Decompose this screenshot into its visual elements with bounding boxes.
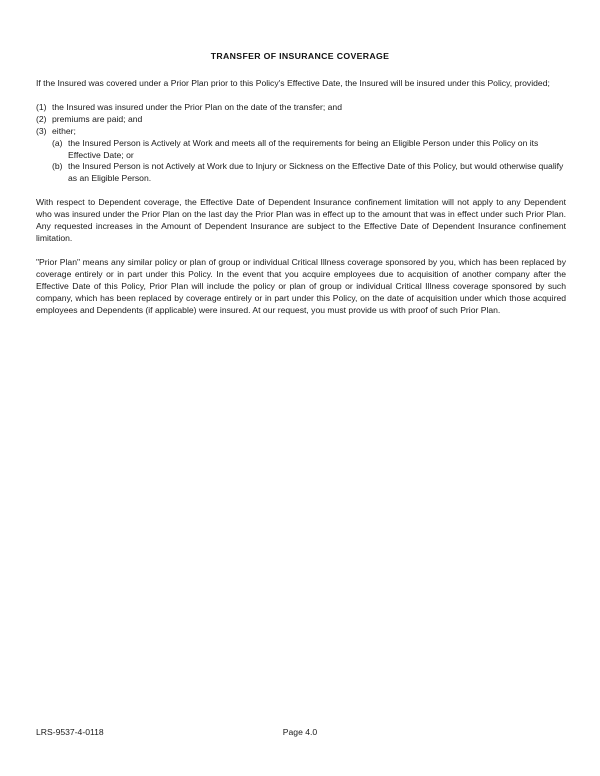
page-title: TRANSFER OF INSURANCE COVERAGE [210,51,390,61]
page-footer [0,726,600,740]
list-item-text: premiums are paid; and [52,113,143,124]
list-item-marker: (2) [36,113,47,124]
sub-conditions-list [52,138,566,186]
list-item-marker: (a) [52,137,63,148]
conditions-list [36,102,566,185]
list-item-marker: (1) [36,101,47,112]
footer-page-number: Page 4.0 [282,727,318,737]
dependent-coverage-paragraph: With respect to Dependent coverage, the Effective Date of Dependent Insurance confinement limitation will not apply to any Dependent who was insured under the Prior Plan on the last day the Prior Plan was in effect up to the amount that was in effect under such Prior Plan. Any requested increases in the Amount of Dependent Insurance are subject to the Effective Date of Dependent Insurance confinement limitation. [36,197,566,243]
list-item [52,138,566,162]
prior-plan-definition-paragraph: "Prior Plan" means any similar policy or plan of group or individual Critical Illness coverage sponsored by you, which has been replaced by coverage entirely or in part under this Policy. In the event that you acquire employees due to acquisition of another company after the Effective Date of this Policy, Prior Plan will include the policy or plan of group or individual Critical Illness coverage sponsored by such company, which has been replaced by coverage entirely or in part under this Policy, on the date of acquisition under which those acquired employees and Dependents (if applicable) were insured. At our request, you must provide us with proof of such Prior Plan. [36,256,566,315]
list-item-text: the Insured was insured under the Prior Plan on the date of the transfer; and [52,101,342,112]
list-item-marker: (3) [36,125,47,136]
list-item-text: the Insured Person is Actively at Work and meets all of the requirements for being an Eligible Person under this Policy on its Effective Date; or [68,137,539,160]
conditions-list-block [36,102,566,185]
list-item-text: either; [52,125,76,136]
intro-paragraph: If the Insured was covered under a Prior Plan prior to this Policy's Effective Date, the Insured will be insured under this Policy, provided; [36,78,550,88]
list-item-text: the Insured Person is not Actively at Work due to Injury or Sickness on the Effective Date of this Policy, but would otherwise qualify as an Eligible Person. [68,161,564,184]
document-body [36,78,566,316]
footer-form-number: LRS-9537-4-0118 [36,727,104,737]
list-item [36,102,566,114]
list-item [36,114,566,126]
list-item [36,126,566,186]
list-item-marker: (b) [52,161,63,172]
list-item [52,161,566,185]
